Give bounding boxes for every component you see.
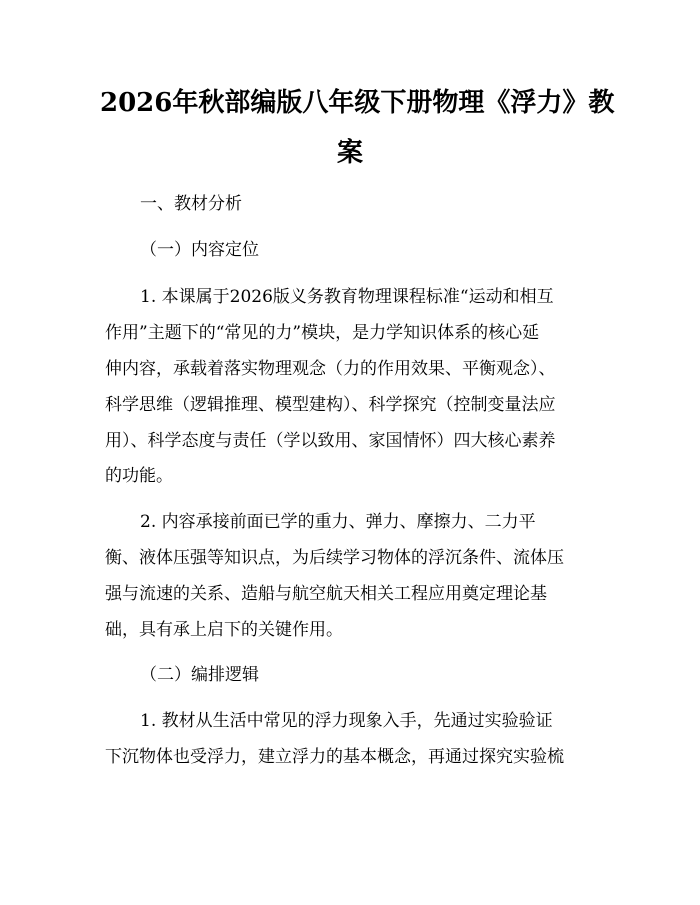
section-heading-teaching-material-analysis: 一、教材分析 [140, 194, 242, 214]
document-title-line-1: 2026年秋部编版八年级下册物理《浮力》教 [100, 88, 615, 118]
paragraph-line: 衡、液体压强等知识点，为后续学习物体的浮沉条件、流体压 [105, 548, 564, 568]
document-title-line-2: 案 [336, 138, 363, 168]
paragraph-line: 科学思维（逻辑推理、模型建构）、科学探究（控制变量法应 [105, 395, 556, 415]
paragraph-line: 2. 内容承接前面已学的重力、弹力、摩擦力、二力平 [140, 512, 536, 532]
paragraph-line: 的功能。 [105, 466, 173, 486]
paragraph-line: 1. 教材从生活中常见的浮力现象入手，先通过实验验证 [140, 711, 553, 731]
paragraph-line: 础，具有承上启下的关键作用。 [105, 620, 343, 640]
paragraph-line: 1. 本课属于2026版义务教育物理课程标准“运动和相互 [140, 287, 554, 307]
paragraph-line: 强与流速的关系、造船与航空航天相关工程应用奠定理论基 [105, 584, 547, 604]
paragraph-line: 下沉物体也受浮力，建立浮力的基本概念，再通过探究实验梳 [105, 747, 564, 767]
paragraph-line: 作用”主题下的“常见的力”模块，是力学知识体系的核心延 [105, 323, 540, 343]
subsection-heading-content-positioning: （一）内容定位 [140, 240, 259, 260]
subsection-heading-arrangement-logic: （二）编排逻辑 [140, 665, 259, 685]
paragraph-line: 用）、科学态度与责任（学以致用、家国情怀）四大核心素养 [105, 431, 556, 451]
paragraph-line: 伸内容，承载着落实物理观念（力的作用效果、平衡观念）、 [105, 359, 556, 379]
